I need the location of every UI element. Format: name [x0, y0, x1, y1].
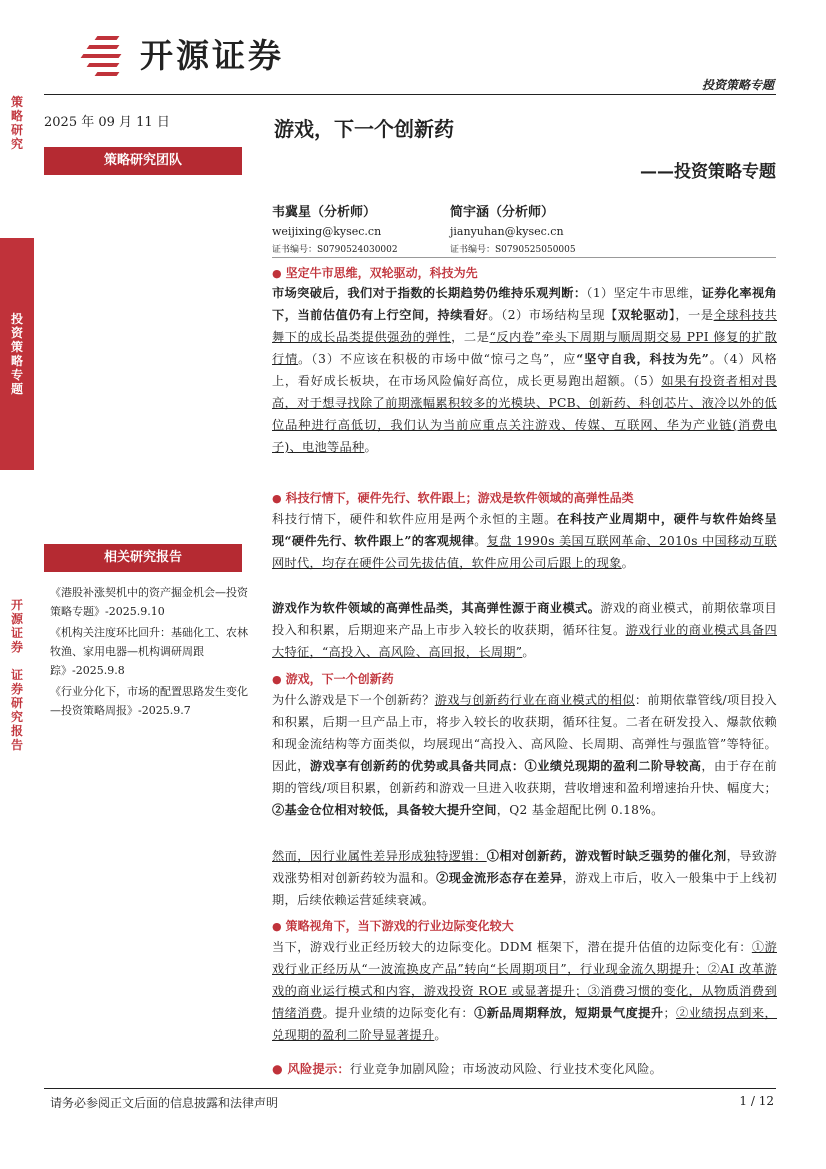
- text-run: 游戏的商业模式，前期依靠项目投入和积累，后期迎来产品上市步入较长的收获期，循环往复。: [272, 601, 777, 637]
- section-body: [272, 936, 777, 1046]
- analyst-cert: 证书编号：S0790525050005: [450, 245, 576, 255]
- page-number: 1 / 12: [739, 1094, 774, 1108]
- side-tab-char: 究: [10, 710, 23, 724]
- text-run: ①游戏行业正经历从“一波流换皮产品”转向“长周期项目”，行业现金流久期提升；②AI 改革游戏的商业运行模式和内容，游戏投资 ROE 或显著提升；③消费习惯的变化，从物质消费到情绪消费: [272, 940, 777, 1020]
- analyst-cert: 证书编号：S0790524030002: [272, 245, 398, 255]
- section-heading: ● 策略视角下，当下游戏的行业边际变化较大: [272, 917, 514, 934]
- logo-mark-icon: [78, 32, 130, 76]
- analyst-name: 简宇涵（分析师）: [450, 205, 555, 220]
- analyst-email[interactable]: weijixing@kysec.cn: [272, 225, 382, 238]
- report-date: 2025 年 09 月 11 日: [44, 115, 170, 130]
- text-run: ，导致游戏涨势相对创新药较为温和。: [272, 849, 777, 885]
- text-run: ，二是: [451, 330, 490, 344]
- side-tab-char: 究: [10, 137, 23, 151]
- side-tab-char: 投: [10, 312, 23, 326]
- team-label: 策略研究团队: [44, 147, 242, 175]
- report-title: 游戏，下一个创新药: [274, 117, 454, 141]
- side-tab-topic: [0, 238, 34, 470]
- related-label: 相关研究报告: [44, 544, 242, 572]
- side-tab-char: 策: [10, 95, 23, 109]
- text-run: 游戏享有创新药的优势或具备共同点：①业绩兑现期的盈利二阶导较高: [309, 759, 702, 773]
- side-tab-char: 略: [10, 109, 23, 123]
- text-run: 。: [474, 534, 487, 548]
- brand-logo: [78, 30, 284, 77]
- analyst-name: 韦冀星（分析师）: [272, 205, 377, 220]
- text-run: 然而，因行业属性差异形成独特逻辑：: [272, 849, 487, 863]
- text-run: 游戏行业的商业模式具备四大特征，“高投入、高风险、高回报，长周期”: [272, 623, 777, 659]
- text-run: 。（4）风格上，看好成长板块，在市场风险偏好高位，成长更易跑出超额。（5）: [272, 352, 777, 388]
- text-run: ②基金仓位相对较低，具备较大提升空间: [272, 803, 497, 817]
- footer-disclaimer: 请务必参阅正文后面的信息披露和法律声明: [50, 1096, 279, 1110]
- text-run: ，由于存在前期的管线/项目积累，创新药和游戏一旦进入收获期，营收增速和盈利增速抬升快、幅度大；: [272, 759, 777, 795]
- side-tab-char: 证: [10, 668, 23, 682]
- text-run: ②业绩拐点到来，兑现期的盈利二阶导显著提升: [272, 1006, 778, 1042]
- text-run: 游戏作为软件领域的高弹性品类，其高弹性源于商业模式。: [272, 601, 601, 615]
- text-run: 。提升业绩的边际变化有：: [322, 1006, 475, 1020]
- side-tab-char: 证: [10, 626, 23, 640]
- text-run: 当下，游戏行业正经历较大的边际变化。DDM 框架下，潜在提升估值的边际变化有：: [272, 940, 752, 954]
- section-heading: ● 坚定牛市思维，双轮驱动，科技为先: [272, 264, 478, 281]
- related-item[interactable]: 《行业分化下，市场的配置思路发生变化—投资策略周报》-2025.9.7: [50, 685, 248, 717]
- side-tab-char: 略: [10, 354, 23, 368]
- text-run: 证券化率视角下，当前估值仍有上行空间，持续看好: [272, 286, 778, 322]
- side-tab-char: 专: [10, 368, 23, 382]
- side-tab-char: 策: [10, 340, 23, 354]
- related-item[interactable]: 《港股补涨契机中的资产掘金机会—投资策略专题》-2025.9.10: [50, 586, 248, 618]
- text-run: 双轮驱动: [617, 308, 669, 322]
- text-run: “反内卷”牵头下周期与顺周期交易 PPI 修复的扩散行情: [272, 330, 778, 366]
- section-body: [272, 597, 777, 663]
- side-tab-brand: [0, 598, 34, 752]
- side-tab-char: 源: [10, 612, 23, 626]
- text-run: 市场突破后，我们对于指数的长期趋势仍维持乐观判断：: [272, 286, 587, 300]
- side-tab-strategy: [0, 95, 34, 151]
- analyst-1: [272, 201, 398, 255]
- text-run: ②现金流形态存在差异: [436, 871, 563, 885]
- text-run: 全球科技共舞下的成长品类提供强劲的弹性: [272, 308, 777, 344]
- side-tab-char: 开: [10, 598, 23, 612]
- side-tab-char: 研: [10, 123, 23, 137]
- text-run: 。（3）不应该在积极的市场中做“惊弓之鸟”，应: [298, 352, 577, 366]
- report-subtitle: ——投资策略专题: [640, 162, 776, 182]
- related-list: [50, 583, 250, 722]
- text-run: 游戏与创新药行业在商业模式的相似: [434, 693, 635, 707]
- header-divider: [44, 94, 776, 95]
- section-body: [272, 282, 777, 458]
- related-item[interactable]: 《机构关注度环比回升：基础化工、农林牧渔、家用电器—机构调研周跟踪》-2025.9.8: [50, 626, 248, 677]
- section-body: [272, 845, 777, 911]
- side-tab-char: [15, 654, 19, 668]
- risk-text: 行业竞争加剧风险；市场波动风险、行业技术变化风险。: [349, 1062, 663, 1076]
- analyst-2: [450, 201, 576, 255]
- section-body: [272, 508, 777, 574]
- side-tab-char: 资: [10, 326, 23, 340]
- side-tab-char: 告: [10, 738, 23, 752]
- text-run: 】，一是: [668, 308, 714, 322]
- logo-text: 开源证券: [140, 36, 284, 75]
- text-run: 为什么游戏是下一个创新药？: [272, 693, 435, 707]
- risk-note: [272, 1058, 777, 1080]
- text-run: ，游戏上市后，收入一般集中于上线初期，后续依赖运营延续衰减。: [272, 871, 777, 907]
- section-heading: ● 游戏，下一个创新药: [272, 670, 394, 687]
- side-tab-char: 券: [10, 640, 23, 654]
- risk-label: ● 风险提示：: [272, 1062, 350, 1076]
- text-run: 。（2）市场结构呈现【: [488, 308, 618, 322]
- text-run: ：前期依靠管线/项目投入和积累，后期一旦产品上市，将步入较长的收获期，循环往复。二者在研发投入、爆款依赖和现金流结构等方面类似，均展现出“高投入、高风险、长周期、高弹性与强监管”等特征。因此，: [272, 693, 777, 773]
- text-run: 在科技产业周期中，硬件与软件始终呈现“硬件先行、软件跟上”的客观规律: [272, 512, 777, 548]
- section-heading: ● 科技行情下，硬件先行、软件跟上；游戏是软件领域的高弹性品类: [272, 489, 634, 506]
- text-run: 。: [434, 1028, 447, 1042]
- text-run: 。: [364, 440, 377, 454]
- text-run: ①相对创新药，游戏暂时缺乏强势的催化剂: [486, 849, 727, 863]
- text-run: ，Q2 基金超配比例 0.18%。: [496, 803, 664, 817]
- section-body: [272, 689, 777, 821]
- analyst-divider: [272, 257, 776, 258]
- side-tab-char: 研: [10, 696, 23, 710]
- side-tab-char: 报: [10, 724, 23, 738]
- header-category: 投资策略专题: [701, 78, 774, 92]
- text-run: （1）坚定牛市思维，: [586, 286, 702, 300]
- text-run: ①新品周期释放，短期景气度提升: [474, 1006, 664, 1020]
- text-run: 。: [522, 645, 535, 659]
- text-run: 科技行情下，硬件和软件应用是两个永恒的主题。: [272, 512, 558, 526]
- side-tab-char: 券: [10, 682, 23, 696]
- text-run: “坚守自我，科技为先”: [576, 352, 710, 366]
- analyst-email[interactable]: jianyuhan@kysec.cn: [450, 225, 564, 238]
- text-run: 如果有投资者相对畏高，对于想寻找除了前期涨幅累积较多的光模块、PCB、创新药、科创芯片、液冷以外的低位品种进行高低切，我们认为当前应重点关注游戏、传媒、互联网、华为产业链(消费电子)、电池等品种: [272, 374, 777, 454]
- side-tab-char: 题: [10, 382, 23, 396]
- text-run: ；: [663, 1006, 676, 1020]
- text-run: 。: [621, 556, 635, 570]
- footer-divider: [44, 1088, 776, 1089]
- text-run: 复盘 1990s 美国互联网革命、2010s 中国移动互联网时代，均存在硬件公司先拔估值，软件应用公司后跟上的现象: [272, 534, 777, 570]
